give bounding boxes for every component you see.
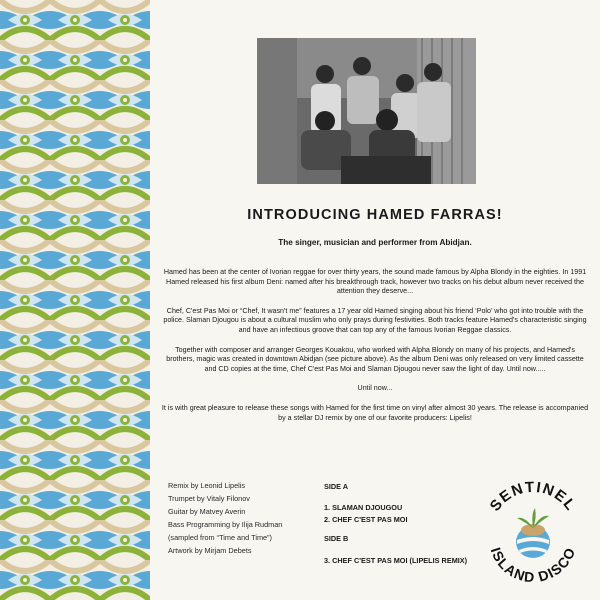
paragraph: Hamed has been at the center of Ivorian reggae for over thirty years, the sound made famous by Alpha Blondy in the eighties. In 1991 Hamed released his first album Deni: named after his breakthrough track, however two tracks on his debut album never received the attention they deserve... [163,268,587,296]
credit-item: Remix by Leonid Lipelis [168,481,246,490]
logo-bottom-text: ISLAND DISCO [487,544,579,586]
logo-top-text: SENTINEL [486,478,580,515]
side-b-label: SIDE B [324,534,349,543]
eye-pattern-graphic [0,0,150,600]
credit-item: Trumpet by Vitaly Filonov [168,494,250,504]
track-item: 3. CHEF C'EST PAS MOI (LIPELIS REMIX) [324,556,468,565]
credit-item: Bass Programming by Ilija Rudman [168,520,283,530]
subtitle: The singer, musician and performer from Abidjan. [278,238,472,247]
svg-text:SENTINEL [487,479,580,515]
sentinel-island-disco-logo [477,478,589,590]
credit-item: (sampled from “Time and Time”) [168,533,272,543]
paragraph: Together with composer and arranger Georges Kouakou, who worked with Alpha Blondy on many of his projects, and Hamed's brothers, magic was created in downtown Abidjan (see picture above). As the album Deni was only released on very limited cassette and CD copies at the time, Chef C'est Pas Moi and Slaman Djougou never saw the light of day. Until now..... [166,345,584,373]
decorative-pattern [0,0,150,600]
page-title: INTRODUCING HAMED FARRAS! [247,207,503,223]
paragraph: Until now... [357,384,393,393]
paragraph: Chef, C'est Pas Moi or “Chef, It wasn't me” features a 17 year old Hamed singing about his friend ‘Polo’ who got into trouble with the police. Slaman Djougou is about a cultural muslim who only prays during festivities. Both tracks feature Hamed's characteristic singing and have an infectious groove that can top any of the famous Ivorian Reggae classics. [163,306,587,334]
band-photo [257,38,476,184]
liner-notes [160,268,590,433]
track-item: 1. SLAMAN DJOUGOU [324,503,403,512]
track-item: 2. CHEF C'EST PAS MOI [324,515,408,524]
credit-item: Guitar by Matvey Averin [168,507,246,517]
paragraph: It is with great pleasure to release these songs with Hamed for the first time on vinyl after almost 30 years. The release is accompanied by a stellar DJ remix by one of our favorite producers: Lipelis! [161,403,589,422]
credit-item: Artwork by Mirjam Debets [168,546,252,556]
credits-list [168,479,282,558]
side-a-label: SIDE A [324,482,349,491]
